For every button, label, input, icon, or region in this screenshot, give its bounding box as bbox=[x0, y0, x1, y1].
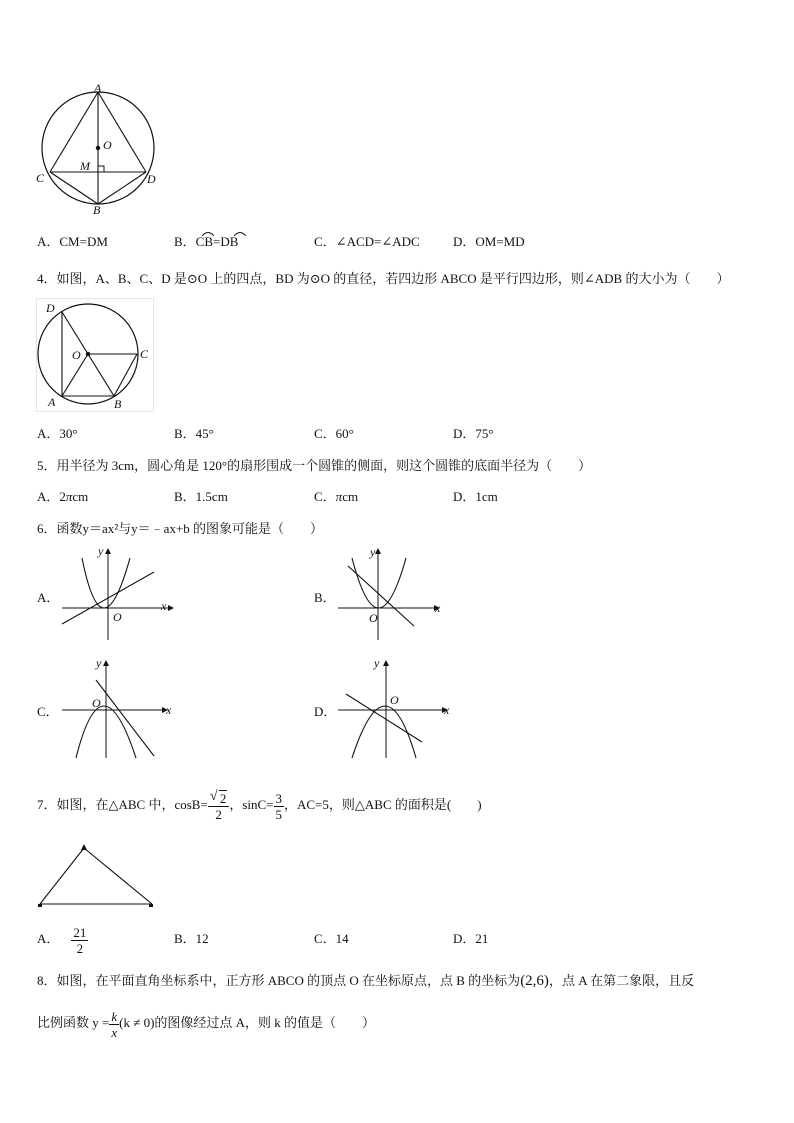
arc-marks bbox=[200, 229, 260, 237]
origin: O bbox=[390, 693, 399, 707]
axis-x: x bbox=[435, 601, 441, 615]
label-O: O bbox=[103, 138, 112, 152]
q7-mid: ，sinC= bbox=[229, 797, 274, 812]
q7-num2: 3 bbox=[275, 790, 282, 806]
q3-option-d: D．OM=MD bbox=[453, 234, 525, 249]
q3-option-b-letter: B． bbox=[174, 234, 196, 249]
q6-option-c: C． bbox=[37, 704, 59, 719]
label-O: O bbox=[72, 348, 81, 362]
figure-q3-circle bbox=[34, 82, 164, 218]
q3-option-c: C．∠ACD=∠ADC bbox=[314, 234, 420, 249]
q4-option-b: B．45° bbox=[174, 426, 214, 441]
label-A: A bbox=[94, 82, 102, 95]
axis-y: y bbox=[98, 546, 104, 558]
axis-y: y bbox=[374, 656, 380, 670]
question-7-text bbox=[37, 784, 482, 826]
q7-frac-cosB: √ 2 2 bbox=[208, 791, 230, 822]
question-5-text: 5．用半径为 3cm，圆心角是 120°的扇形围成一个圆锥的侧面，则这个圆锥的底面半径为（ ） bbox=[37, 458, 592, 473]
axis-y: y bbox=[370, 546, 376, 559]
graph-q6-b bbox=[334, 546, 454, 642]
question-8-line2 bbox=[37, 1002, 375, 1044]
q8-k: k bbox=[111, 1008, 118, 1024]
graph-q6-a bbox=[58, 546, 178, 642]
q4-option-c: C．60° bbox=[314, 426, 354, 441]
label-D: D bbox=[46, 301, 55, 315]
label-C: C bbox=[36, 171, 45, 185]
origin: O bbox=[92, 696, 101, 710]
q7-a-frac bbox=[71, 925, 88, 956]
q8-frac-kx bbox=[109, 1009, 119, 1040]
origin: O bbox=[113, 610, 122, 624]
origin: O bbox=[369, 611, 378, 625]
q5-c-prefix: C． bbox=[314, 489, 336, 504]
figure-q4-circle bbox=[36, 298, 154, 412]
q8-line2-a: 比例函数 y = bbox=[37, 1015, 110, 1030]
q5-a-unit: cm bbox=[72, 489, 89, 504]
q7-den1: 2 bbox=[215, 806, 222, 822]
q7-frac-sinC bbox=[274, 791, 285, 822]
q7-den2: 5 bbox=[275, 806, 282, 822]
label-D: D bbox=[147, 172, 156, 186]
figure-q7-triangle bbox=[36, 842, 158, 912]
q3-option-b-arcs: CB=DB bbox=[195, 234, 239, 249]
q7-a-letter: A． bbox=[37, 931, 60, 946]
q7-option-c: C．14 bbox=[314, 931, 349, 946]
q4-option-d: D．75° bbox=[453, 426, 494, 441]
q7-suffix: ，AC=5，则△ABC 的面积是( ) bbox=[284, 797, 482, 812]
q7-a-den: 2 bbox=[76, 940, 84, 956]
q5-option-b: B．1.5cm bbox=[174, 489, 228, 504]
label-B: B bbox=[93, 203, 101, 217]
label-B: B bbox=[114, 397, 122, 411]
q6-option-d: D． bbox=[314, 704, 337, 719]
q5-option-c bbox=[314, 489, 358, 505]
q8-line1-a: 8．如图，在平面直角坐标系中，正方形 ABCO 的顶点 O 在坐标原点，点 B 的坐标为 bbox=[37, 973, 521, 988]
q3-option-a: A．CM=DM bbox=[37, 234, 108, 249]
q8-line1-b: ，点 A 在第二象限，且反 bbox=[548, 973, 695, 988]
q5-a-pi: π bbox=[65, 489, 73, 504]
q4-option-a: A．30° bbox=[37, 426, 78, 441]
question-4-text: 4．如图，A、B、C、D 是⊙O 上的四点，BD 为⊙O 的直径，若四边形 ABCO 是平行四边形，则∠ADB 的大小为（ ） bbox=[37, 271, 730, 286]
question-8-line1 bbox=[37, 973, 694, 989]
q7-option-b: B．12 bbox=[174, 931, 209, 946]
q7-option-a bbox=[37, 918, 88, 960]
q8-line2-b: 的图像经过点 A，则 k 的值是（ ） bbox=[154, 1015, 376, 1030]
label-M: M bbox=[80, 159, 90, 173]
q5-option-d: D．1cm bbox=[453, 489, 498, 504]
q8-cond: (k ≠ 0) bbox=[119, 1015, 155, 1030]
graph-q6-c bbox=[58, 652, 178, 760]
q6-option-b: B． bbox=[314, 590, 336, 605]
q5-c-pi: π bbox=[335, 489, 343, 504]
axis-x: x bbox=[161, 599, 167, 613]
q6-option-a: A． bbox=[37, 590, 60, 605]
label-A: A bbox=[48, 395, 56, 409]
axis-x: x bbox=[444, 703, 450, 717]
q5-a-prefix: A．2 bbox=[37, 489, 66, 504]
q7-prefix: 7．如图，在△ABC 中，cosB= bbox=[37, 797, 208, 812]
q7-a-num: 21 bbox=[73, 924, 87, 940]
q8-coord: (2,6) bbox=[520, 973, 549, 989]
axis-y: y bbox=[96, 656, 102, 670]
q7-sqrt-num: 2 bbox=[219, 790, 227, 806]
label-C: C bbox=[140, 347, 149, 361]
question-6-text: 6．函数y＝ax²与y＝﹣ax+b 的图象可能是（ ） bbox=[37, 521, 324, 536]
q7-option-d: D．21 bbox=[453, 931, 489, 946]
axis-x: x bbox=[166, 703, 172, 717]
graph-q6-d bbox=[334, 652, 458, 760]
q5-option-a bbox=[37, 489, 88, 505]
q5-c-unit: cm bbox=[342, 489, 359, 504]
q8-x: x bbox=[111, 1024, 118, 1040]
